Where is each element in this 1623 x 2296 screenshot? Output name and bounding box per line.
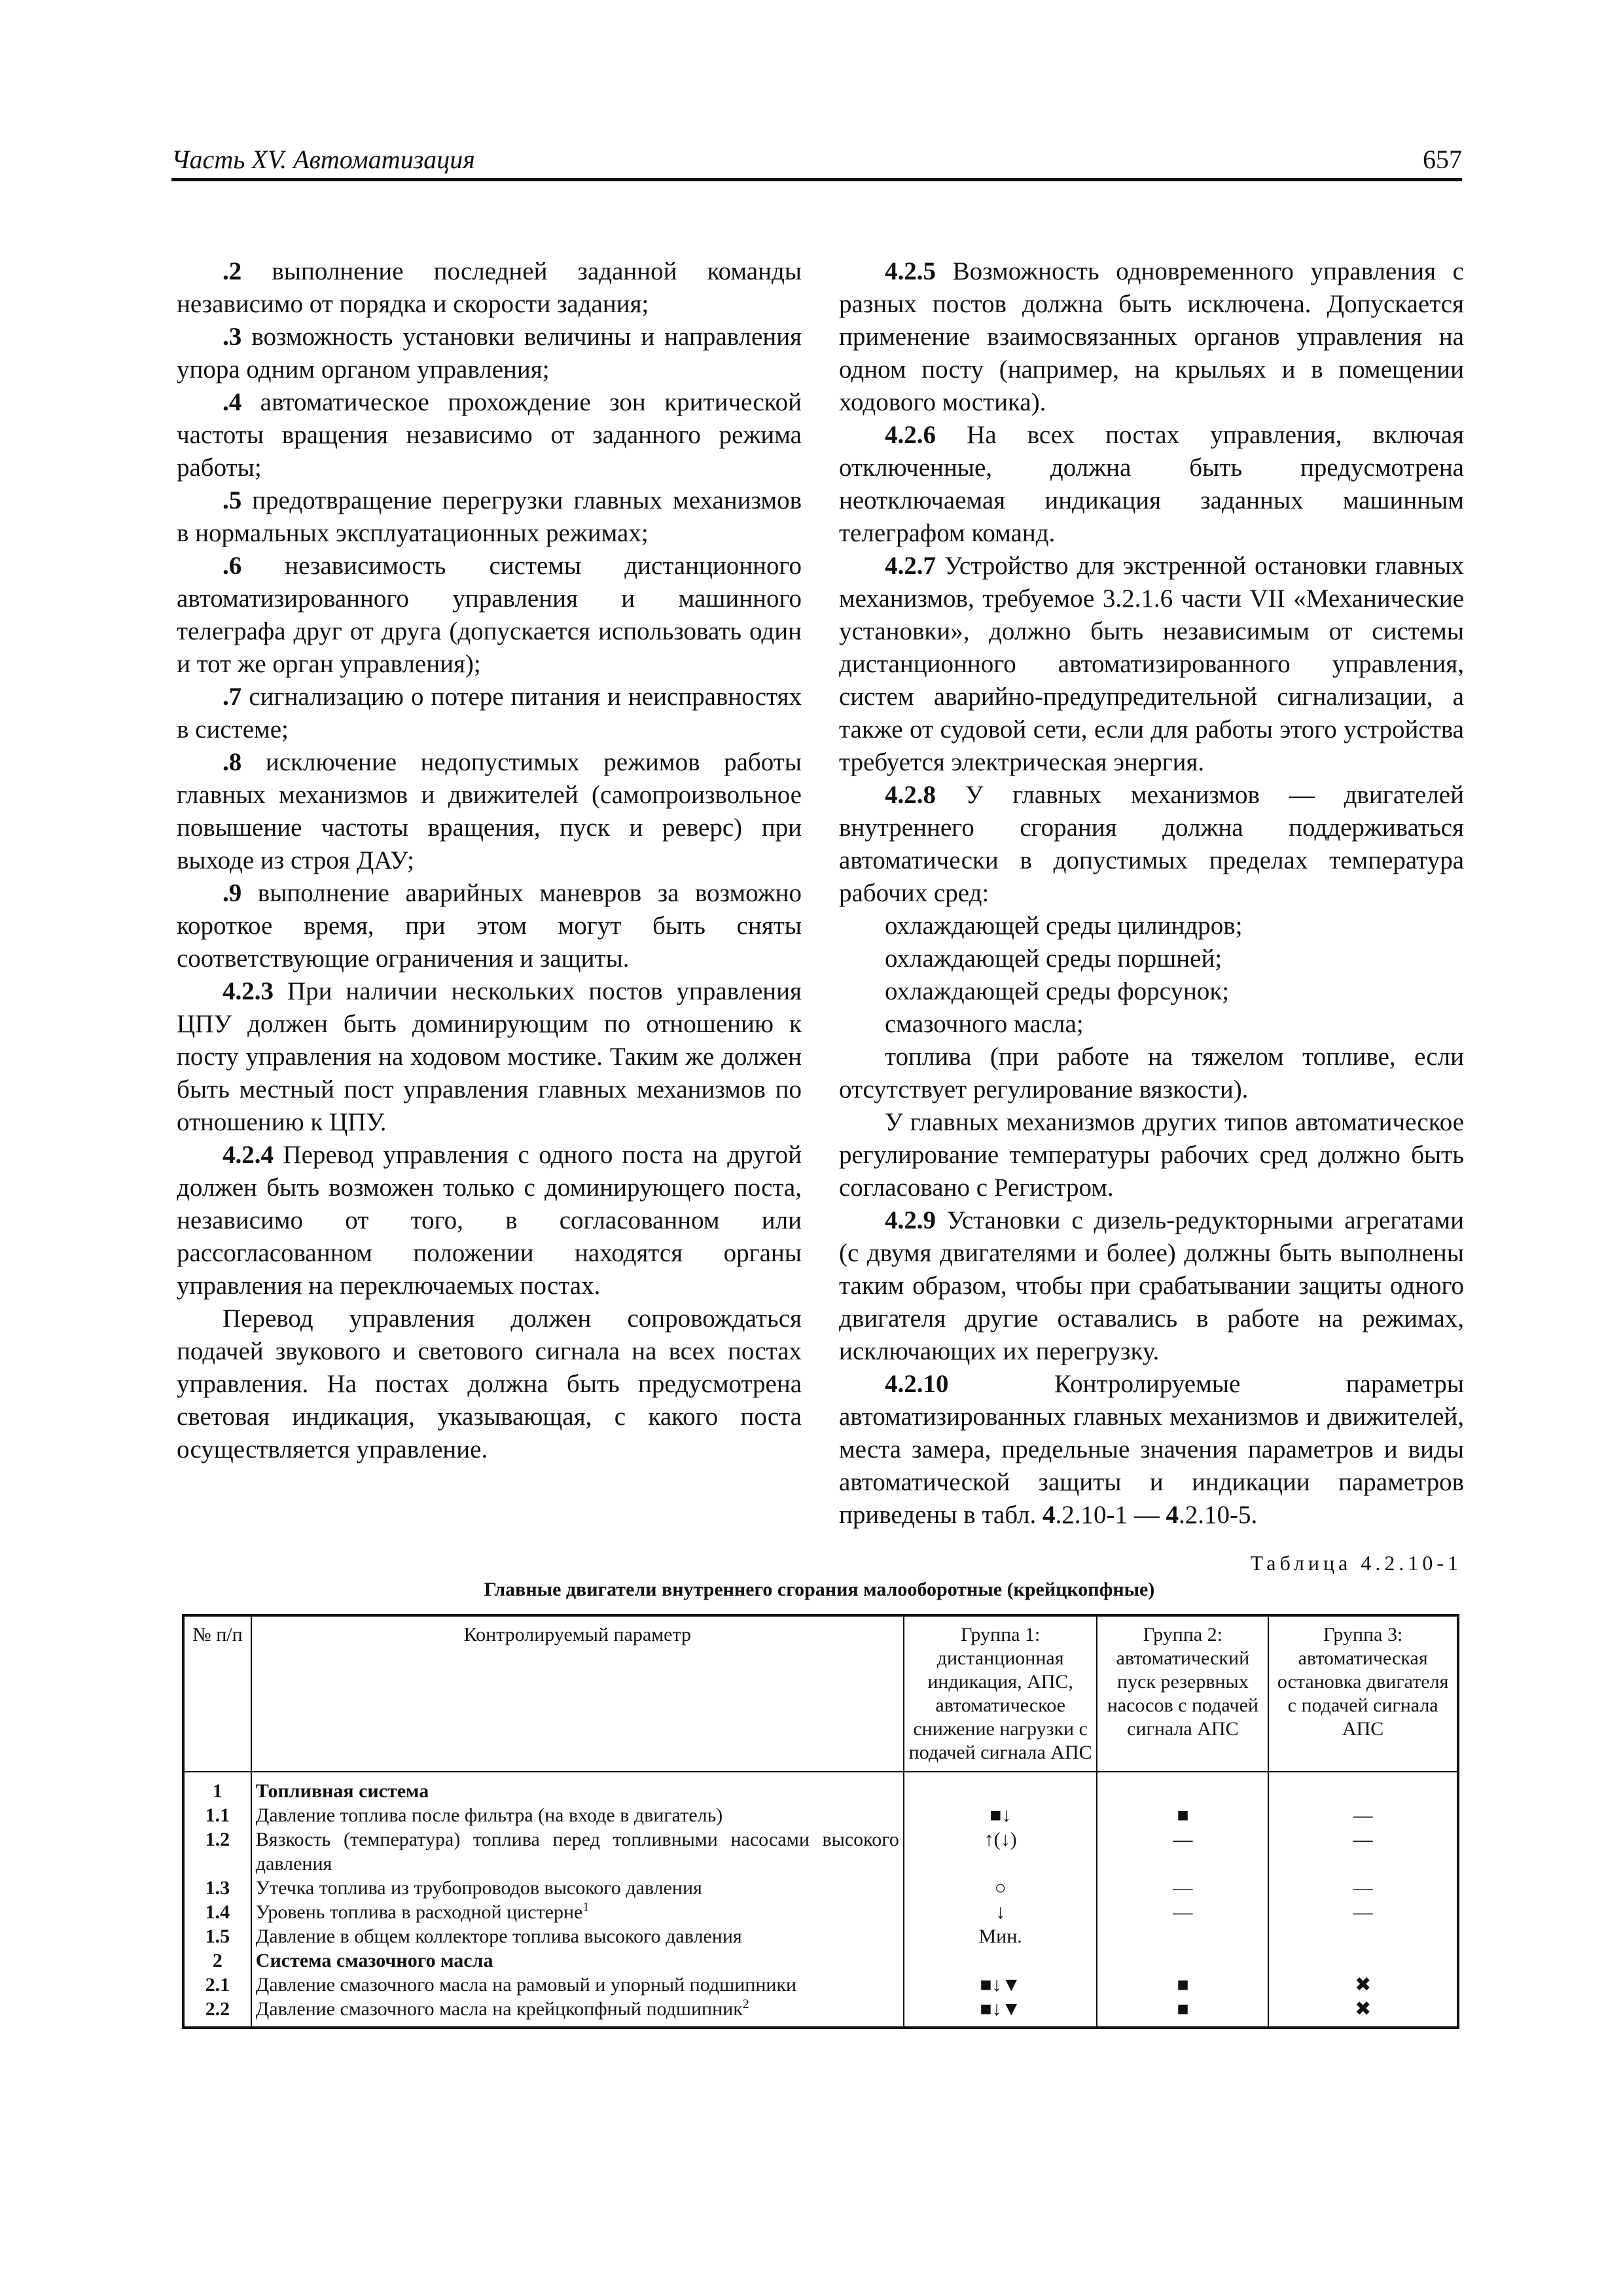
paragraph: 4.2.7 Устройство для экстренной остановки главных механизмов, требуемое 3.2.1.6 части VII «Механические установки», должно быть независимым от системы дистанционного автоматизированного управления, систем аварийно-предупредительной сигнализации, а также от судовой сети, если для работы этого устройства требуется электрическая энергия.: [839, 552, 1464, 776]
paragraph: .4 автоматическое прохождение зон критической частоты вращения независимо от заданного режима работы;: [177, 388, 802, 482]
paragraph: 4.2.9 Установки с дизель-редукторными агрегатами (с двумя двигателями и более) должны быть выполнены таким образом, чтобы при срабатывании защиты одного двигателя другие оставались в работе на режимах, исключающих их перегрузку.: [839, 1206, 1464, 1365]
paragraph: 4.2.10 Контролируемые параметры автоматизированных главных механизмов и движителей, места замера, предельные значения параметров и виды автоматической защиты и индикации параметров приведены в табл. 4.2.10-1 — 4.2.10-5.: [839, 1370, 1464, 1529]
table-row: 1 Топливная система: [183, 1772, 1458, 1803]
paragraph: 4.2.4 Перевод управления с одного поста на другой должен быть возможен только с доминирующего поста, независимо от того, в согласованном или рассогласованном положении находятся органы управления на переключаемых постах.: [177, 1141, 802, 1300]
table-row: 1.5 Давление в общем коллекторе топлива высокого давления Мин.: [183, 1924, 1458, 1948]
table-header-row: [183, 1615, 1458, 1772]
footnote-mark: 2: [742, 1997, 749, 2011]
header-num: № п/п: [183, 1615, 251, 1772]
paragraph: топлива (при работе на тяжелом топливе, если отсутствует регулирование вязкости).: [839, 1043, 1464, 1103]
table-row: 2.2 Давление смазочного масла на крейцкопфный подшипник$^2$ ■↓▼ ■ ✖: [183, 1997, 1458, 2028]
paragraph: .5 предотвращение перегрузки главных механизмов в нормальных эксплуатационных режимах;: [177, 486, 802, 547]
paragraph: .8 исключение недопустимых режимов работы главных механизмов и движителей (самопроизвольное повышение частоты вращения, пуск и реверс) при выходе из строя ДАУ;: [177, 748, 802, 874]
paragraph: .6 независимость системы дистанционного автоматизированного управления и машинного телеграфа друг от друга (допускается использовать один и тот же орган управления);: [177, 552, 802, 678]
paragraph: 4.2.3 При наличии нескольких постов управления ЦПУ должен быть доминирующим по отношению к посту управления на ходовом мостике. Таким же должен быть местный пост управления главных механизмов по отношению к ЦПУ.: [177, 977, 802, 1136]
paragraph: .7 сигнализацию о потере питания и неисправностях в системе;: [177, 683, 802, 744]
paragraph: 4.2.6 На всех постах управления, включая отключенные, должна быть предусмотрена неотключаемая индикация заданных машинным телеграфом команд.: [839, 421, 1464, 547]
parameters-table: [182, 1614, 1459, 2029]
paragraph: У главных механизмов других типов автоматическое регулирование температуры рабочих сред должно быть согласовано с Регистром.: [839, 1108, 1464, 1202]
table-caption: Таблица 4.2.10-1: [1250, 1551, 1462, 1575]
table-row: 1.1 Давление топлива после фильтра (на входе в двигатель) ■↓ ■ —: [183, 1803, 1458, 1827]
left-column: [177, 255, 802, 1466]
running-title: Часть XV. Автоматизация: [171, 145, 475, 174]
header-group1: Группа 1: дистанционная индикация, АПС, автоматическое снижение нагрузки с подачей сигнала АПС: [904, 1615, 1097, 1772]
paragraph: .3 возможность установки величины и направления упора одним органом управления;: [177, 323, 802, 384]
header-param: Контролируемый параметр: [251, 1615, 904, 1772]
table-row: 1.4 Уровень топлива в расходной цистерне$^1$ ↓ — —: [183, 1900, 1458, 1924]
right-column: [839, 255, 1464, 1532]
header-group2: Группа 2: автоматический пуск резервных насосов с подачей сигнала АПС: [1097, 1615, 1268, 1772]
paragraph: .2 выполнение последней заданной команды независимо от порядка и скорости задания;: [177, 257, 802, 318]
list-item: смазочного масла;: [885, 1010, 1084, 1038]
paragraph: .9 выполнение аварийных маневров за возможно короткое время, при этом могут быть сняты соответствующие ограничения и защиты.: [177, 879, 802, 973]
footnote-mark: 1: [582, 1900, 590, 1914]
paragraph: 4.2.8 У главных механизмов — двигателей внутреннего сгорания должна поддерживаться автоматически в допустимых пределах температура рабочих сред:: [839, 781, 1464, 907]
table-row: 2 Система смазочного масла: [183, 1948, 1458, 1973]
table-row: 2.1 Давление смазочного масла на рамовый и упорный подшипники ■↓▼ ■ ✖: [183, 1973, 1458, 1997]
table-row: 1.2 Вязкость (температура) топлива перед топливными насосами высокого давления ↑(↓) — —: [183, 1827, 1458, 1876]
paragraph: Перевод управления должен сопровождаться подачей звукового и светового сигнала на всех постах управления. На постах должна быть предусмотрена световая индикация, указывающая, с какого поста осуществляется управление.: [177, 1304, 802, 1463]
page-header: [171, 144, 1462, 181]
list-item: охлаждающей среды форсунок;: [885, 977, 1230, 1005]
table-title: Главные двигатели внутреннего сгорания малооборотные (крейцкопфные): [484, 1579, 1155, 1600]
list-item: охлаждающей среды поршней;: [885, 944, 1222, 973]
table-row: 1.3 Утечка топлива из трубопроводов высокого давления ○ — —: [183, 1876, 1458, 1900]
page-number: 657: [1423, 145, 1462, 174]
list-item: охлаждающей среды цилиндров;: [885, 912, 1243, 940]
paragraph: 4.2.5 Возможность одновременного управления с разных постов должна быть исключена. Допускается применение взаимосвязанных органов управления на одном посту (например, на крыльях и в помещении ходового мостика).: [839, 257, 1464, 416]
header-group3: Группа 3: автоматическая остановка двигателя с подачей сигнала АПС: [1268, 1615, 1458, 1772]
